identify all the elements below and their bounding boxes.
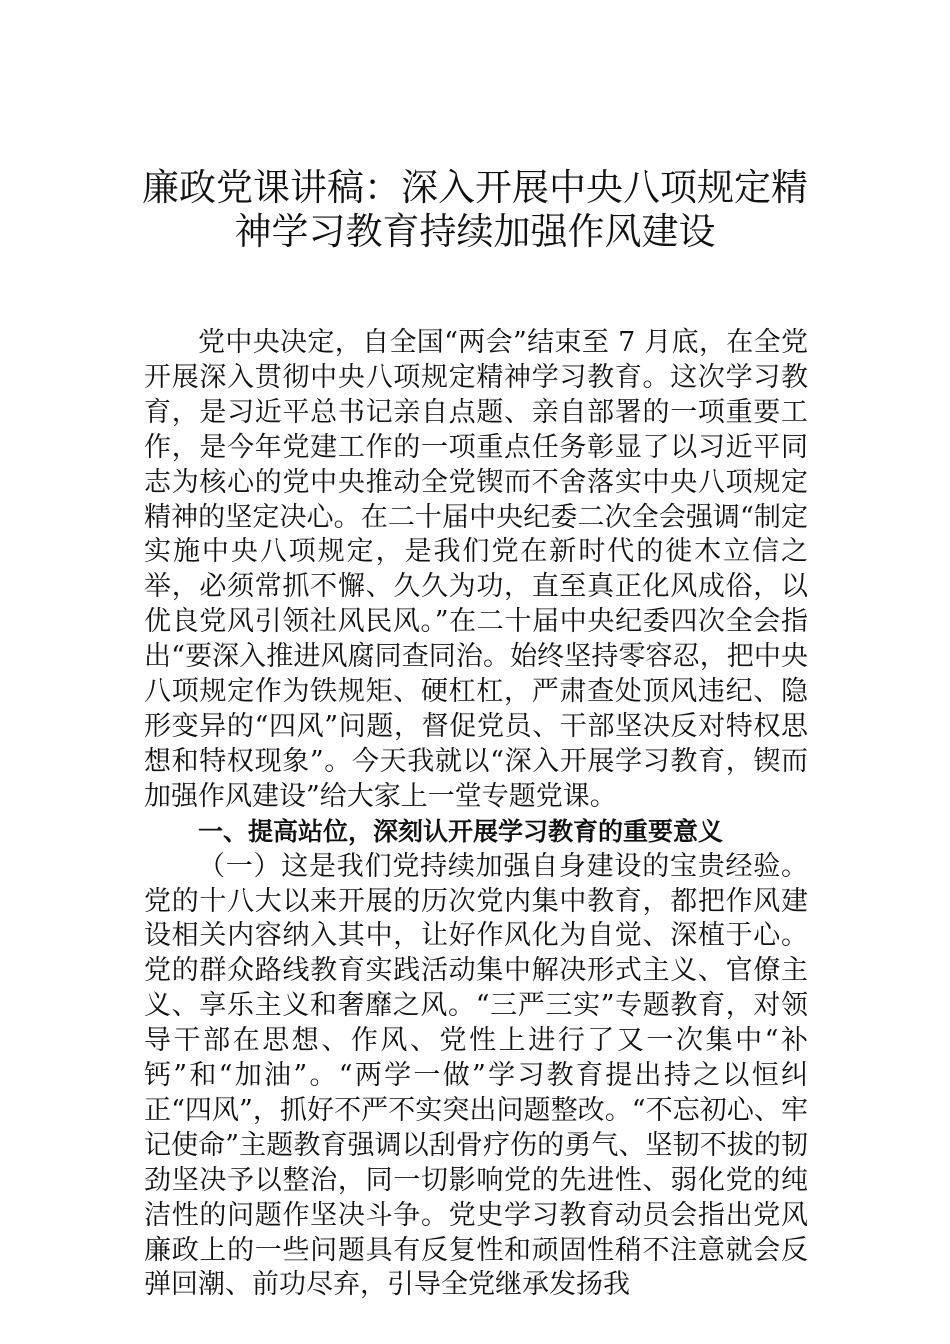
subsection-paragraph: （一）这是我们党持续加强自身建设的宝贵经验。党的十八大以来开展的历次党内集中教育，都把作风建设相关内容纳入其中，让好作风化为自觉、深植于心。党的群众路线教育实践活动集中解决形式主义、官僚主义、享乐主义和奢靡之风。“三严三实”专题教育，对领导干部在思想、作风、党性上进行了又一次集中“补钙”和“加油”。“两学一做”学习教育提出持之以恒纠正“四风”，抓好不严不实突出问题整改。“不忘初心、牢记使命”主题教育强调以刮骨疗伤的勇气、坚韧不拔的韧劲坚决予以整治，同一切影响党的先进性、弱化党的纯洁性的问题作坚决斗争。党史学习教育动员会指出党风廉政上的一些问题具有反复性和顽固性稍不注意就会反弹回潮、前功尽弃，引导全党继承发扬我 — [144, 850, 808, 1301]
document-title-line-1: 廉政党课讲稿：深入开展中央八项规定精 — [142, 166, 808, 209]
intro-paragraph: 党中央决定，自全国“两会”结束至 7 月底，在全党开展深入贯彻中央八项规定精神学习教育。这次学习教育，是习近平总书记亲自点题、亲自部署的一项重要工作，是今年党建工作的一项重点任务彰显了以习近平同志为核心的党中央推动全党锲而不舍落实中央八项规定精神的坚定决心。在二十届中央纪委二次全会强调“制定实施中央八项规定，是我们党在新时代的徙木立信之举，必须常抓不懈、久久为功，直至真正化风成俗，以优良党风引领社风民风。”在二十届中央纪委四次全会指出“要深入推进风腐同查同治。始终坚持零容忍，把中央八项规定作为铁规矩、硬杠杠，严肃查处顶风违纪、隐形变异的“四风”问题，督促党员、干部坚决反对特权思想和特权现象”。今天我就以“深入开展学习教育，锲而加强作风建设”给大家上一堂专题党课。 — [144, 327, 808, 812]
section-heading: 一、提高站位，深刻认开展学习教育的重要意义 — [198, 816, 724, 846]
document-title-line-2: 神学习教育持续加强作风建设 — [234, 210, 716, 253]
document-body — [144, 326, 808, 1303]
